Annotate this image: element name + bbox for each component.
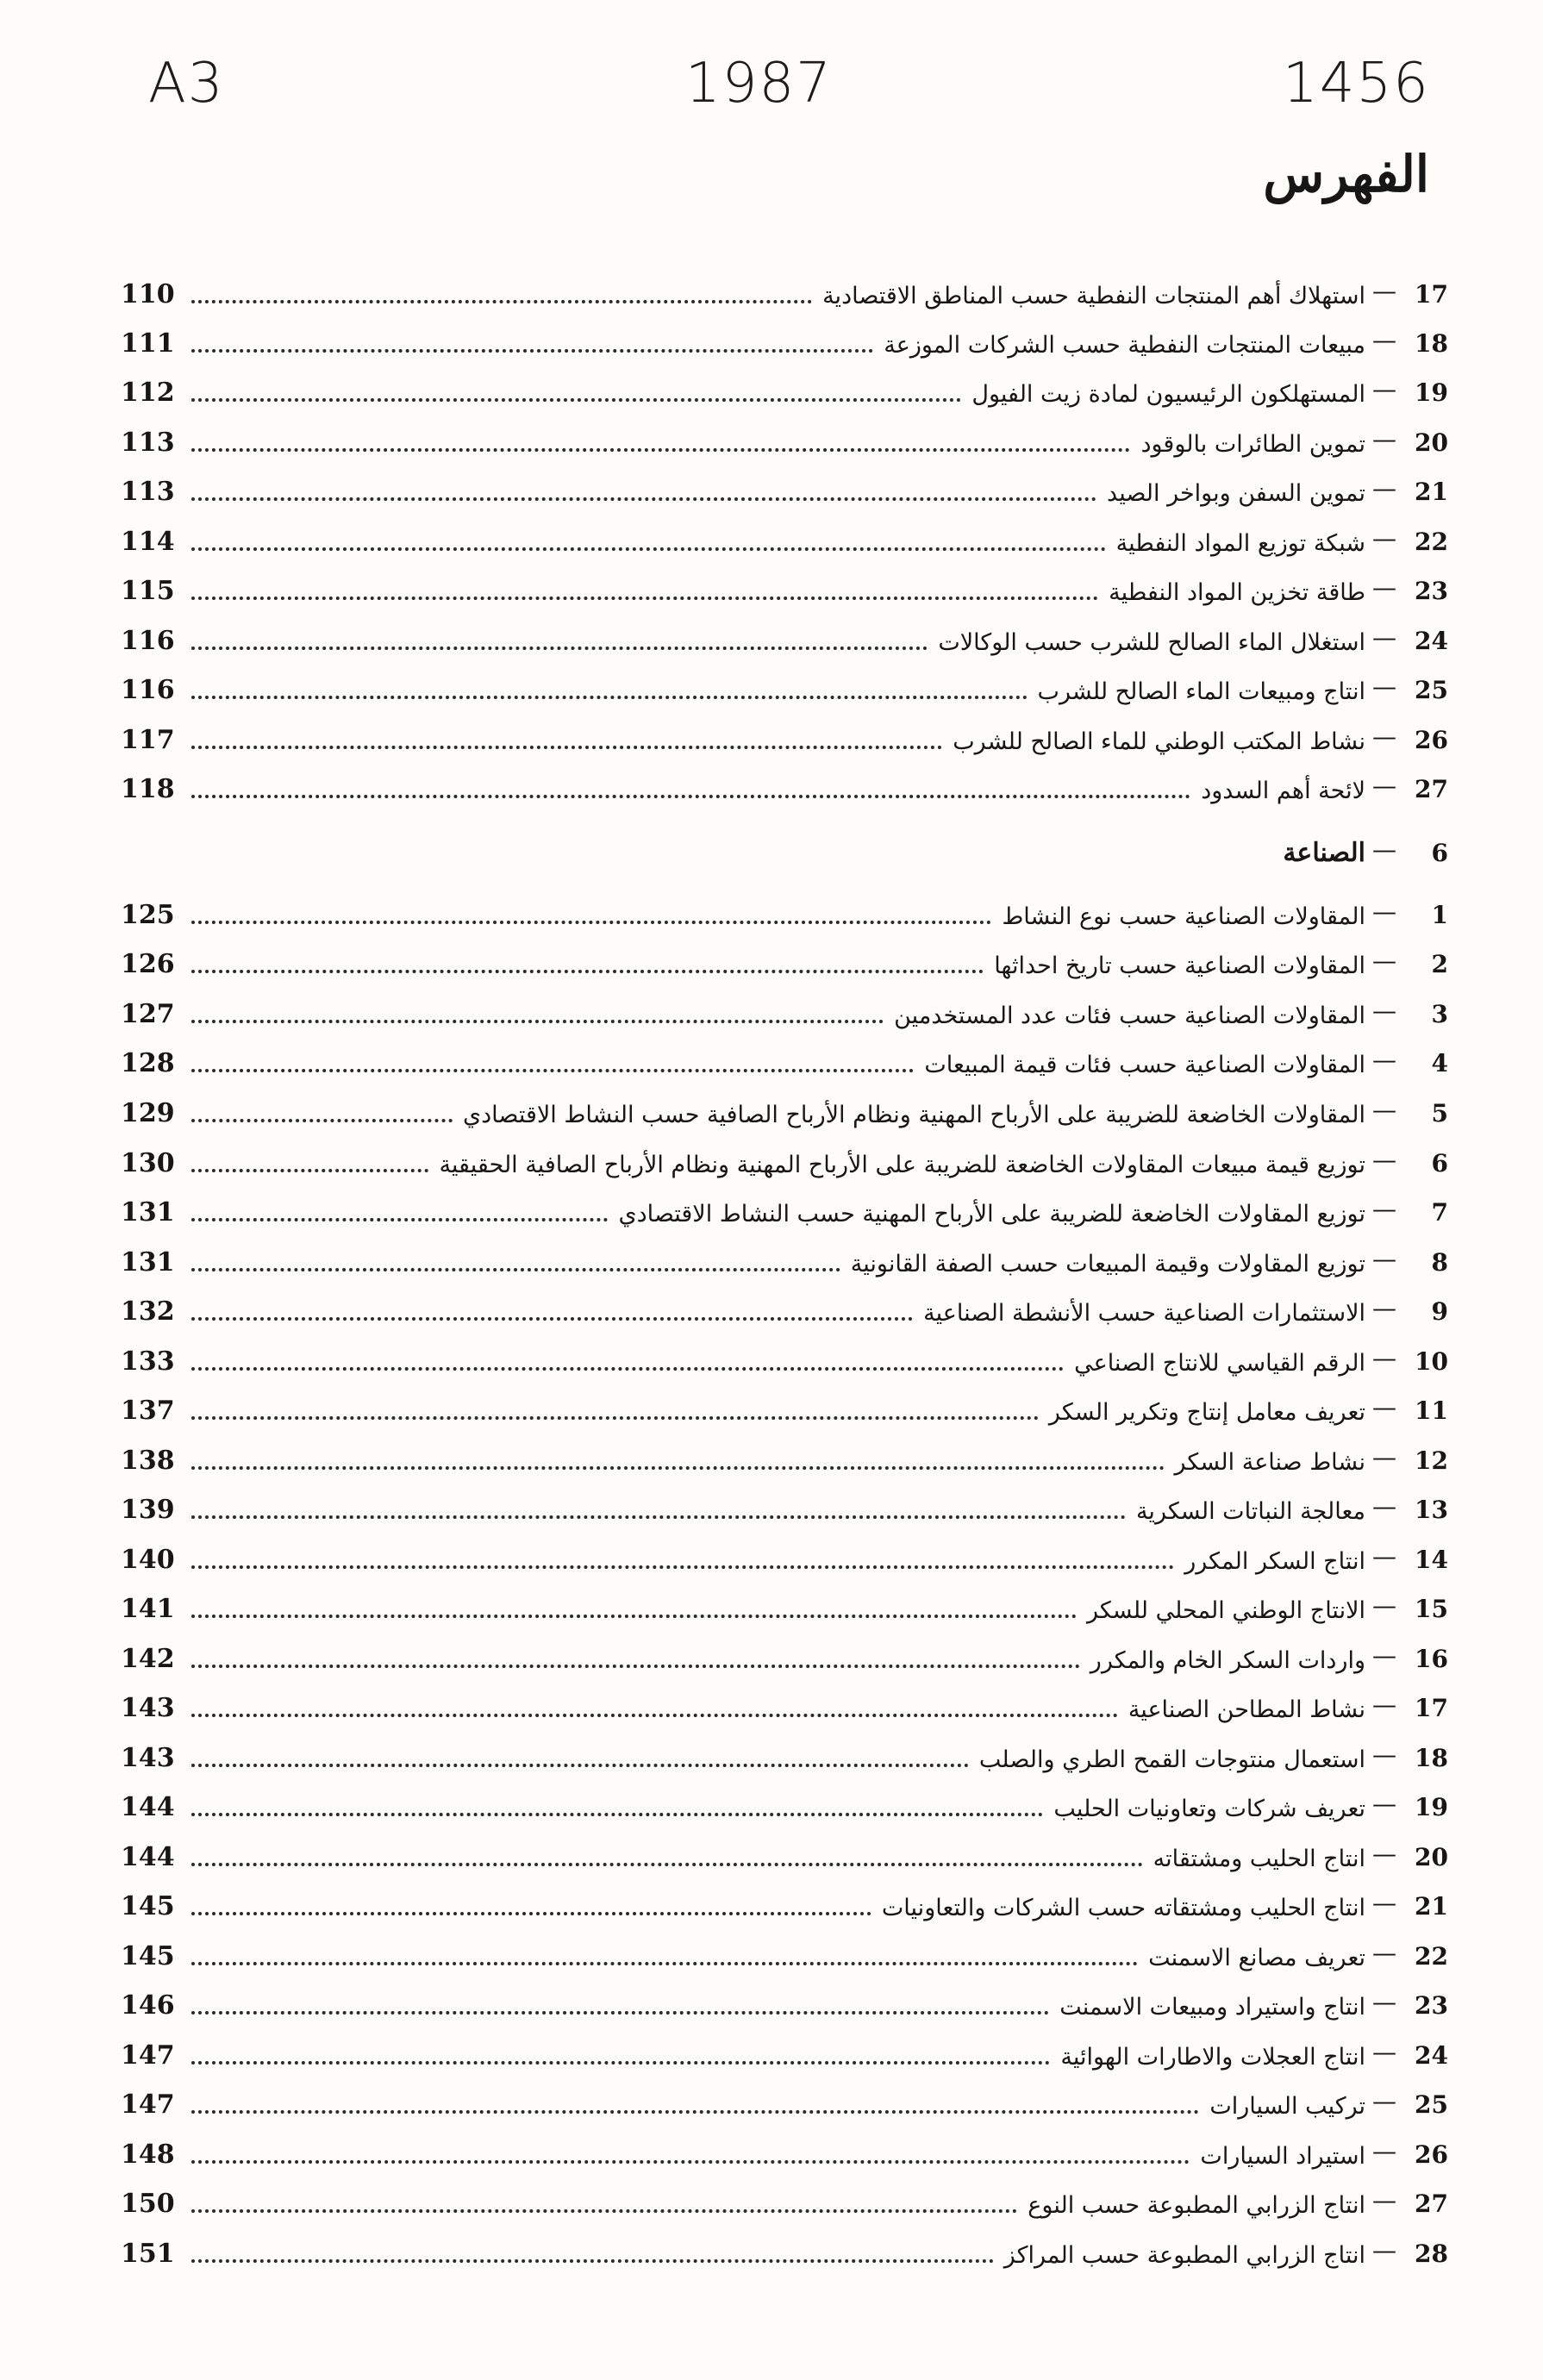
- dot-leader: [191, 1665, 1080, 1668]
- toc-entry: [121, 267, 1448, 312]
- dash-separator: —: [1372, 1393, 1396, 1421]
- entry-number: 26: [1415, 726, 1448, 754]
- dash-separator: —: [1372, 1096, 1396, 1124]
- entry-title: تعريف معامل إنتاج وتكرير السكر: [1048, 1399, 1365, 1426]
- toc-entry: [121, 1879, 1448, 1924]
- entry-title: نشاط صناعة السكر: [1174, 1449, 1365, 1476]
- section-number: 6: [1431, 839, 1448, 867]
- entry-number: 18: [1415, 1744, 1448, 1772]
- toc-entry: [121, 1929, 1448, 1974]
- dot-leader: [191, 1515, 1126, 1519]
- entry-number: 10: [1415, 1347, 1448, 1376]
- entry-title: توزيع المقاولات الخاضعة للضريبة على الأرباح المهنية حسب النشاط الاقتصادي: [618, 1201, 1365, 1227]
- page-number: 118: [121, 774, 175, 804]
- entry-title: انتاج الحليب ومشتقاته حسب الشركات والتعاونيات: [881, 1895, 1365, 1921]
- entry-number: 25: [1415, 676, 1448, 704]
- toc-entry: [121, 1780, 1448, 1825]
- entry-title: المقاولات الصناعية حسب نوع النشاط: [1002, 903, 1365, 930]
- entry-number: 3: [1431, 1000, 1448, 1028]
- handwritten-note-left: A3: [148, 52, 225, 116]
- toc-entry: [121, 1036, 1448, 1081]
- entry-title: تعريف شركات وتعاونيات الحليب: [1053, 1796, 1365, 1822]
- dash-separator: —: [1372, 1542, 1396, 1571]
- page-number: 130: [121, 1148, 175, 1178]
- dash-separator: —: [1372, 946, 1396, 975]
- entry-number: 14: [1415, 1546, 1448, 1574]
- page-number: 147: [121, 2090, 175, 2120]
- entry-number: 25: [1415, 2090, 1448, 2119]
- dot-leader: [191, 2110, 1199, 2114]
- dot-leader: [191, 1119, 453, 1122]
- toc-entry: [121, 2177, 1448, 2221]
- dot-leader: [191, 2160, 1190, 2164]
- dash-separator: —: [1372, 277, 1396, 305]
- entry-title: الانتاج الوطني المحلي للسكر: [1086, 1597, 1365, 1624]
- page-number: 142: [121, 1644, 175, 1674]
- page-number: 129: [121, 1098, 175, 1128]
- dot-leader: [191, 547, 1106, 551]
- page-number: 144: [121, 1842, 175, 1872]
- dash-separator: —: [1372, 1195, 1396, 1223]
- entry-title: الرقم القياسي للانتاج الصناعي: [1074, 1350, 1365, 1377]
- dash-separator: —: [1372, 474, 1396, 503]
- dot-leader: [191, 398, 961, 402]
- dot-leader: [191, 497, 1096, 501]
- entry-title: شبكة توزيع المواد النفطية: [1115, 530, 1365, 557]
- entry-number: 15: [1415, 1595, 1448, 1623]
- dot-leader: [191, 2011, 1049, 2015]
- page-number: 144: [121, 1792, 175, 1822]
- dot-leader: [191, 696, 1028, 699]
- page-number: 116: [121, 626, 175, 656]
- page-number: 133: [121, 1346, 175, 1377]
- entry-title: انتاج ومبيعات الماء الصالح للشرب: [1037, 678, 1365, 705]
- toc-entry: [121, 2028, 1448, 2073]
- dot-leader: [191, 1367, 1064, 1371]
- page-number: 145: [121, 1941, 175, 1971]
- dash-separator: —: [1372, 1443, 1396, 1471]
- page-number: 111: [121, 328, 175, 359]
- page-number: 148: [121, 2140, 175, 2170]
- entry-title: المقاولات الصناعية حسب فئات قيمة المبيعات: [924, 1052, 1365, 1078]
- dot-leader: [191, 2061, 1050, 2065]
- page-number: 131: [121, 1197, 175, 1227]
- entry-number: 12: [1415, 1446, 1448, 1475]
- entry-number: 2: [1431, 950, 1448, 978]
- entry-number: 27: [1415, 2189, 1448, 2218]
- entry-number: 23: [1415, 577, 1448, 605]
- entry-number: 4: [1431, 1049, 1448, 1078]
- toc-entry: [121, 1185, 1448, 1230]
- toc-entry: [121, 1978, 1448, 2023]
- dot-leader: [191, 795, 1190, 798]
- page-number: 114: [121, 527, 175, 557]
- entry-title: لائحة أهم السدود: [1201, 778, 1365, 804]
- entry-title: انتاج الزرابي المطبوعة حسب النوع: [1028, 2192, 1365, 2219]
- toc-entry: [121, 1136, 1448, 1181]
- page-number: 143: [121, 1693, 175, 1723]
- dot-leader: [191, 1813, 1043, 1816]
- entry-number: 20: [1415, 1843, 1448, 1871]
- handwritten-note-right: 1456: [1283, 52, 1430, 116]
- dash-separator: —: [1372, 524, 1396, 553]
- entry-number: 21: [1415, 478, 1448, 506]
- dash-separator: —: [1372, 1294, 1396, 1322]
- dash-separator: —: [1372, 1344, 1396, 1372]
- page-number: 127: [121, 999, 175, 1029]
- toc-entry: [121, 1632, 1448, 1677]
- entry-number: 18: [1415, 329, 1448, 358]
- entry-title: نشاط المطاحن الصناعية: [1128, 1696, 1365, 1723]
- entry-number: 26: [1415, 2140, 1448, 2169]
- dash-separator: —: [1372, 1245, 1396, 1273]
- toc-entry: [121, 465, 1448, 509]
- entry-number: 17: [1415, 280, 1448, 309]
- entry-number: 11: [1415, 1396, 1448, 1425]
- page-number: 128: [121, 1048, 175, 1078]
- dash-separator: —: [1372, 1790, 1396, 1818]
- page-number: 116: [121, 675, 175, 705]
- entry-title: انتاج الزرابي المطبوعة حسب المراكز: [1003, 2242, 1365, 2269]
- dot-leader: [191, 1615, 1077, 1618]
- entry-number: 24: [1415, 627, 1448, 655]
- dot-leader: [191, 349, 873, 353]
- dot-leader: [191, 746, 942, 749]
- dash-separator: —: [1372, 996, 1396, 1025]
- dash-separator: —: [1372, 375, 1396, 403]
- page-number: 113: [121, 428, 175, 458]
- dot-leader: [191, 970, 984, 973]
- entry-title: توزيع المقاولات وقيمة المبيعات حسب الصفة القانونية: [850, 1251, 1365, 1277]
- entry-number: 5: [1431, 1099, 1448, 1128]
- dash-separator: —: [1372, 425, 1396, 453]
- dot-leader: [191, 1317, 913, 1321]
- dash-separator: —: [1372, 326, 1396, 354]
- entry-number: 8: [1431, 1248, 1448, 1277]
- entry-title: الاستثمارات الصناعية حسب الأنشطة الصناعية: [923, 1300, 1365, 1327]
- entry-number: 27: [1415, 775, 1448, 803]
- entry-title: تموين السفن وبواخر الصيد: [1107, 480, 1365, 507]
- page-number: 137: [121, 1396, 175, 1426]
- page-number: 140: [121, 1545, 175, 1575]
- toc-entry: [121, 888, 1448, 933]
- dash-separator: —: [1372, 2236, 1396, 2264]
- entry-title: معالجة النباتات السكرية: [1135, 1498, 1365, 1525]
- dot-leader: [191, 2209, 1017, 2213]
- toc-entry: [121, 1731, 1448, 1776]
- dash-separator: —: [1372, 1641, 1396, 1670]
- page-number: 138: [121, 1446, 175, 1476]
- dash-separator: —: [1372, 1840, 1396, 1868]
- entry-number: 20: [1415, 428, 1448, 457]
- toc-entry: [121, 564, 1448, 609]
- page-number: 132: [121, 1296, 175, 1327]
- dash-separator: —: [1372, 722, 1396, 751]
- entry-number: 22: [1415, 528, 1448, 556]
- dot-leader: [191, 1020, 884, 1023]
- section-heading: [121, 826, 1448, 871]
- page-number: 126: [121, 949, 175, 979]
- dash-separator: —: [1372, 2038, 1396, 2066]
- toc-entry: [121, 1086, 1448, 1131]
- toc-entry: [121, 1681, 1448, 1726]
- toc-entry: [121, 1483, 1448, 1527]
- dot-leader: [191, 1466, 1165, 1470]
- entry-title: تعريف مصانع الاسمنت: [1148, 1945, 1365, 1971]
- page-number: 147: [121, 2040, 175, 2071]
- entry-title: المستهلكون الرئيسيون لمادة زيت الفيول: [971, 381, 1365, 408]
- entry-title: استعمال منتوجات القمح الطري والصلب: [978, 1746, 1365, 1773]
- dot-leader: [191, 1069, 914, 1072]
- page-number: 125: [121, 900, 175, 930]
- dot-leader: [191, 448, 1130, 452]
- dot-leader: [191, 1912, 871, 1915]
- entry-number: 23: [1415, 1991, 1448, 2020]
- toc-entry: [121, 1582, 1448, 1627]
- entry-number: 1: [1431, 901, 1448, 929]
- dash-separator: —: [1372, 2087, 1396, 2115]
- toc-entry: [121, 713, 1448, 758]
- dot-leader: [191, 1416, 1039, 1420]
- toc-entry: [121, 2227, 1448, 2271]
- dot-leader: [191, 921, 991, 924]
- dash-separator: —: [1372, 897, 1396, 926]
- dash-separator: —: [1372, 1591, 1396, 1620]
- dash-separator: —: [1372, 1988, 1396, 2016]
- handwritten-note-center: 1987: [685, 52, 833, 116]
- entry-number: 19: [1415, 378, 1448, 407]
- entry-number: 13: [1415, 1496, 1448, 1524]
- dash-separator: —: [1372, 835, 1396, 864]
- toc-entry: [121, 1334, 1448, 1379]
- dot-leader: [191, 1169, 428, 1172]
- entry-title: انتاج الحليب ومشتقاته: [1153, 1846, 1365, 1872]
- section-title: الصناعة: [1283, 838, 1365, 868]
- toc-entry: [121, 937, 1448, 982]
- entry-title: نشاط المكتب الوطني للماء الصالح للشرب: [953, 728, 1365, 755]
- entry-title: المقاولات الصناعية حسب فئات عدد المستخدمين: [894, 1003, 1365, 1029]
- dash-separator: —: [1372, 2137, 1396, 2165]
- toc-entry: [121, 614, 1448, 659]
- entry-number: 6: [1431, 1149, 1448, 1178]
- entry-number: 16: [1415, 1645, 1448, 1673]
- entry-title: تركيب السيارات: [1209, 2093, 1365, 2120]
- dash-separator: —: [1372, 672, 1396, 701]
- toc-entry: [121, 1434, 1448, 1478]
- entry-title: استهلاك أهم المنتجات النفطية حسب المناطق الاقتصادية: [822, 283, 1365, 309]
- entry-number: 9: [1431, 1297, 1448, 1326]
- toc-entry: [121, 1830, 1448, 1875]
- toc-entry: [121, 1533, 1448, 1577]
- dash-separator: —: [1372, 2186, 1396, 2214]
- entry-title: طاقة تخزين المواد النفطية: [1109, 579, 1365, 606]
- toc-entry: [121, 1284, 1448, 1329]
- entry-title: انتاج واستيراد ومبيعات الاسمنت: [1059, 1994, 1365, 2021]
- entry-number: 21: [1415, 1892, 1448, 1921]
- entry-number: 17: [1415, 1694, 1448, 1722]
- dot-leader: [191, 1565, 1174, 1569]
- dash-separator: —: [1372, 771, 1396, 800]
- dot-leader: [191, 1268, 840, 1271]
- entry-number: 28: [1415, 2239, 1448, 2268]
- page-number: 110: [121, 279, 175, 309]
- entry-title: استغلال الماء الصالح للشرب حسب الوكالات: [938, 629, 1365, 656]
- page-number: 141: [121, 1594, 175, 1624]
- entry-number: 24: [1415, 2041, 1448, 2070]
- page-number: 150: [121, 2189, 175, 2219]
- toc-entry: [121, 762, 1448, 807]
- dash-separator: —: [1372, 1889, 1396, 1917]
- page-number: 146: [121, 1990, 175, 2021]
- dot-leader: [191, 1863, 1143, 1866]
- dash-separator: —: [1372, 623, 1396, 652]
- dash-separator: —: [1372, 1492, 1396, 1521]
- entry-number: 7: [1431, 1198, 1448, 1227]
- dot-leader: [191, 1962, 1138, 1965]
- toc-entry: [121, 2077, 1448, 2122]
- page-number: 131: [121, 1247, 175, 1277]
- dot-leader: [191, 1764, 969, 1767]
- entry-title: مبيعات المنتجات النفطية حسب الشركات الموزعة: [884, 332, 1365, 359]
- toc-entry: [121, 415, 1448, 460]
- page-number: 151: [121, 2239, 175, 2269]
- entry-title: المقاولات الخاضعة للضريبة على الأرباح المهنية ونظام الأرباح الصافية حسب النشاط الاقتصادي: [463, 1102, 1365, 1128]
- toc-entry: [121, 1384, 1448, 1428]
- toc-entry: [121, 515, 1448, 559]
- toc-entry: [121, 2127, 1448, 2172]
- toc-entry: [121, 987, 1448, 1032]
- entry-title: انتاج السكر المكرر: [1184, 1548, 1365, 1575]
- page-number: 113: [121, 477, 175, 507]
- dot-leader: [191, 300, 812, 303]
- dot-leader: [191, 647, 928, 650]
- entry-title: تموين الطائرات بالوقود: [1140, 431, 1365, 458]
- entry-number: 19: [1415, 1793, 1448, 1821]
- toc-entry: [121, 663, 1448, 708]
- toc-entry: [121, 365, 1448, 410]
- page-number: 145: [121, 1891, 175, 1921]
- entry-title: توزيع قيمة مبيعات المقاولات الخاضعة للضريبة على الأرباح المهنية ونظام الأرباح الصافية الحقيقية: [439, 1152, 1365, 1178]
- toc-entry: [121, 316, 1448, 361]
- entry-title: انتاج العجلات والاطارات الهوائية: [1060, 2044, 1365, 2071]
- dash-separator: —: [1372, 1939, 1396, 1967]
- entry-title: المقاولات الصناعية حسب تاريخ احداثها: [994, 953, 1365, 979]
- page-number: 117: [121, 725, 175, 755]
- dot-leader: [191, 1714, 1118, 1717]
- dash-separator: —: [1372, 1046, 1396, 1074]
- entry-title: واردات السكر الخام والمكرر: [1090, 1647, 1365, 1674]
- dash-separator: —: [1372, 1740, 1396, 1769]
- dot-leader: [191, 2259, 994, 2263]
- page-title: الفهرس: [1263, 145, 1429, 203]
- dash-separator: —: [1372, 1146, 1396, 1174]
- entry-title: استيراد السيارات: [1200, 2143, 1365, 2170]
- dot-leader: [191, 597, 1098, 600]
- page-number: 115: [121, 576, 175, 606]
- dot-leader: [191, 1218, 608, 1221]
- entry-number: 22: [1415, 1942, 1448, 1971]
- dash-separator: —: [1372, 1690, 1396, 1719]
- dash-separator: —: [1372, 573, 1396, 602]
- toc-entry: [121, 1235, 1448, 1280]
- page-number: 143: [121, 1743, 175, 1773]
- page-number: 139: [121, 1495, 175, 1525]
- page-number: 112: [121, 378, 175, 408]
